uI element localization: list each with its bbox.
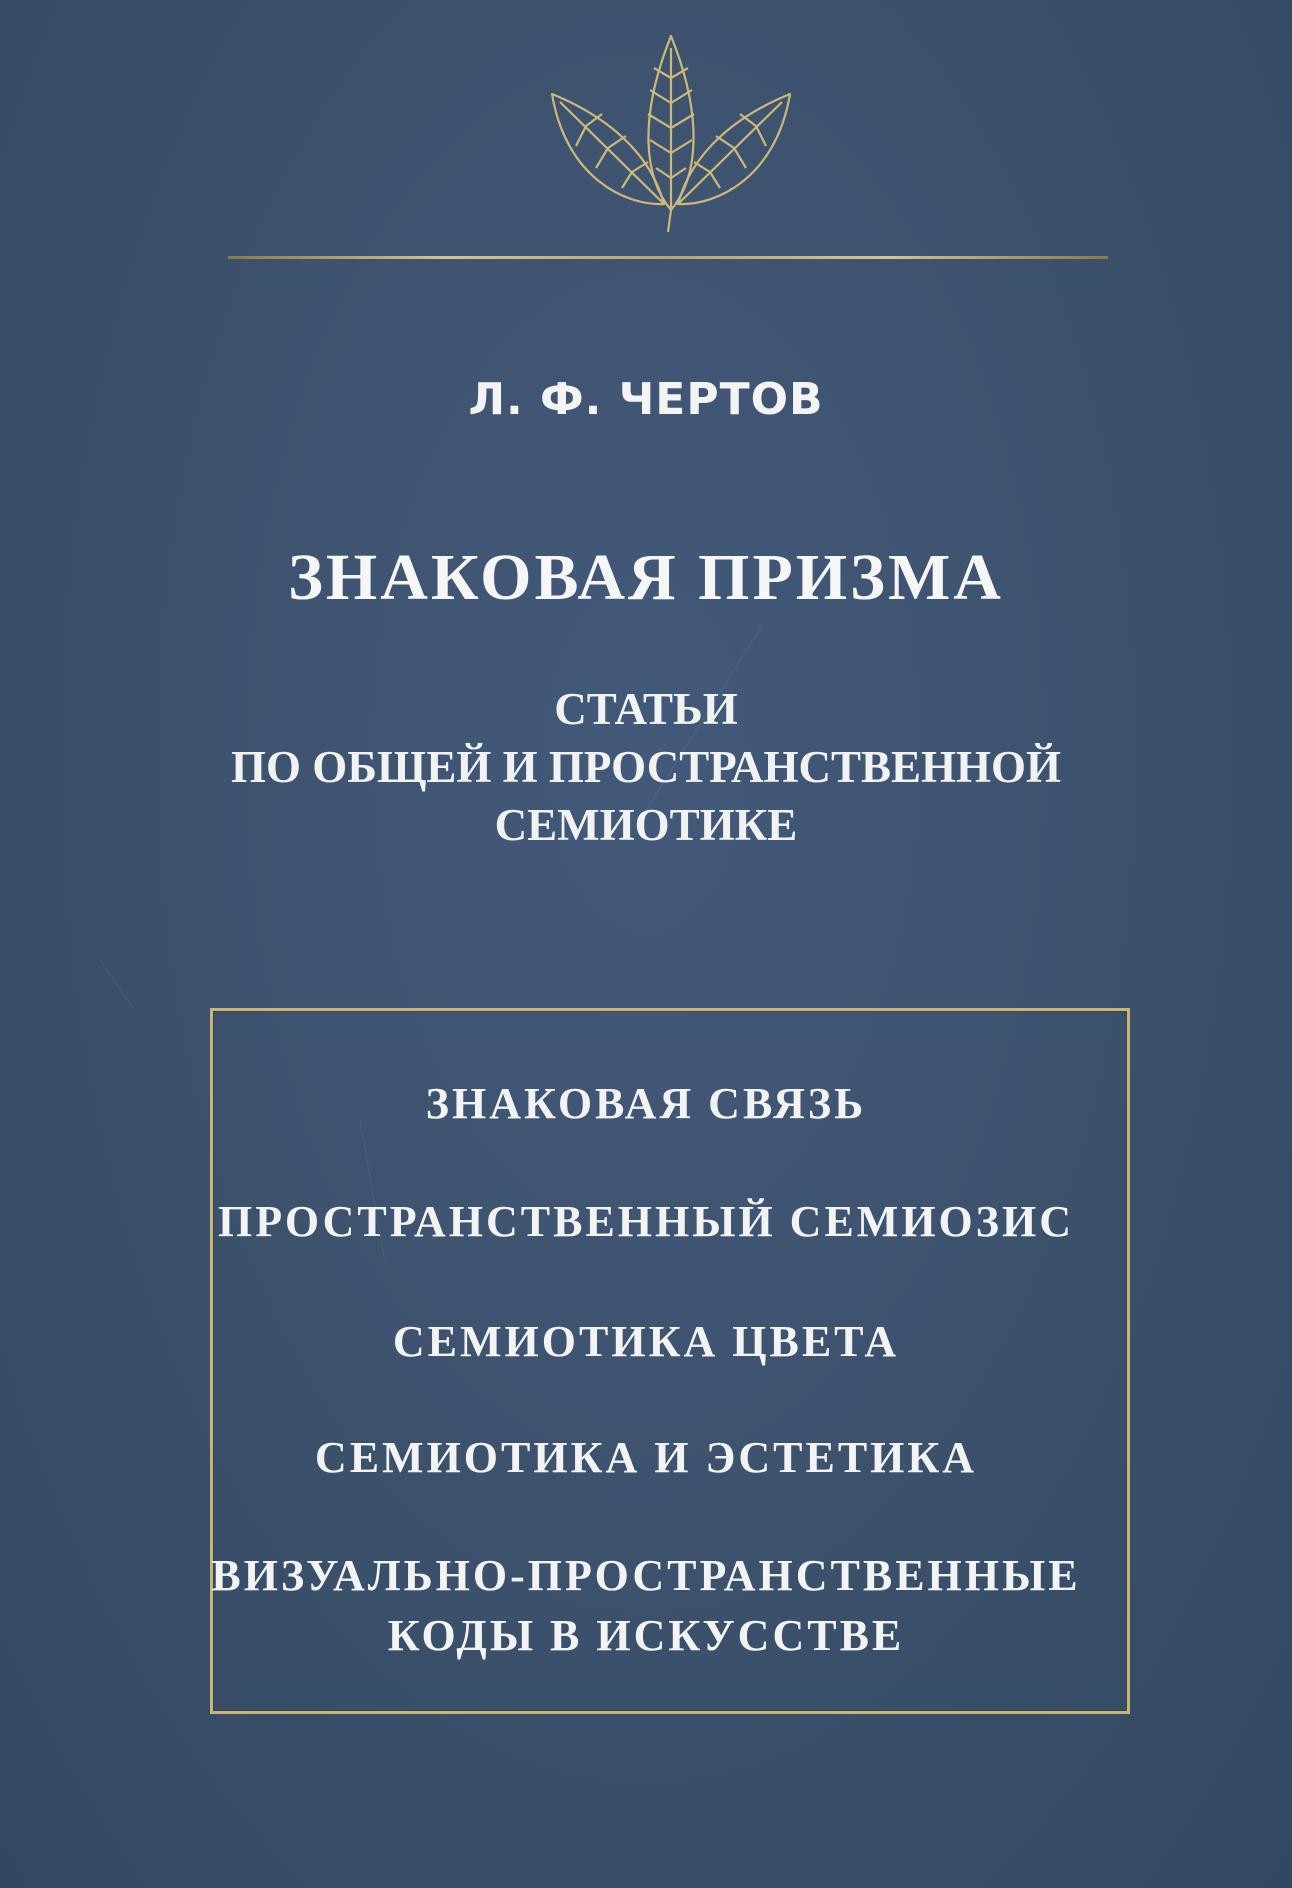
- surface-scratch: [100, 960, 135, 1010]
- topic-item: СЕМИОТИКА И ЭСТЕТИКА: [314, 1433, 978, 1482]
- book-title: ЗНАКОВАЯ ПРИЗМА: [288, 541, 1004, 614]
- subtitle-line: СТАТЬИ: [554, 684, 738, 734]
- topic-item: КОДЫ В ИСКУССТВЕ: [387, 1611, 905, 1660]
- author-name: Л. Ф. ЧЕРТОВ: [468, 374, 824, 425]
- subtitle-line: ПО ОБЩЕЙ И ПРОСТРАНСТВЕННОЙ: [230, 742, 1062, 792]
- topic-item: ЗНАКОВАЯ СВЯЗЬ: [425, 1079, 867, 1128]
- topic-item: ПРОСТРАНСТВЕННЫЙ СЕМИОЗИС: [218, 1197, 1074, 1246]
- gold-rule: [228, 256, 1108, 259]
- topic-item: ВИЗУАЛЬНО-ПРОСТРАНСТВЕННЫЕ: [211, 1551, 1081, 1600]
- topic-item: СЕМИОТИКА ЦВЕТА: [392, 1317, 900, 1366]
- subtitle-line: СЕМИОТИКЕ: [494, 800, 798, 850]
- book-subtitle: [0, 680, 1292, 854]
- chestnut-leaf-icon: [546, 28, 796, 238]
